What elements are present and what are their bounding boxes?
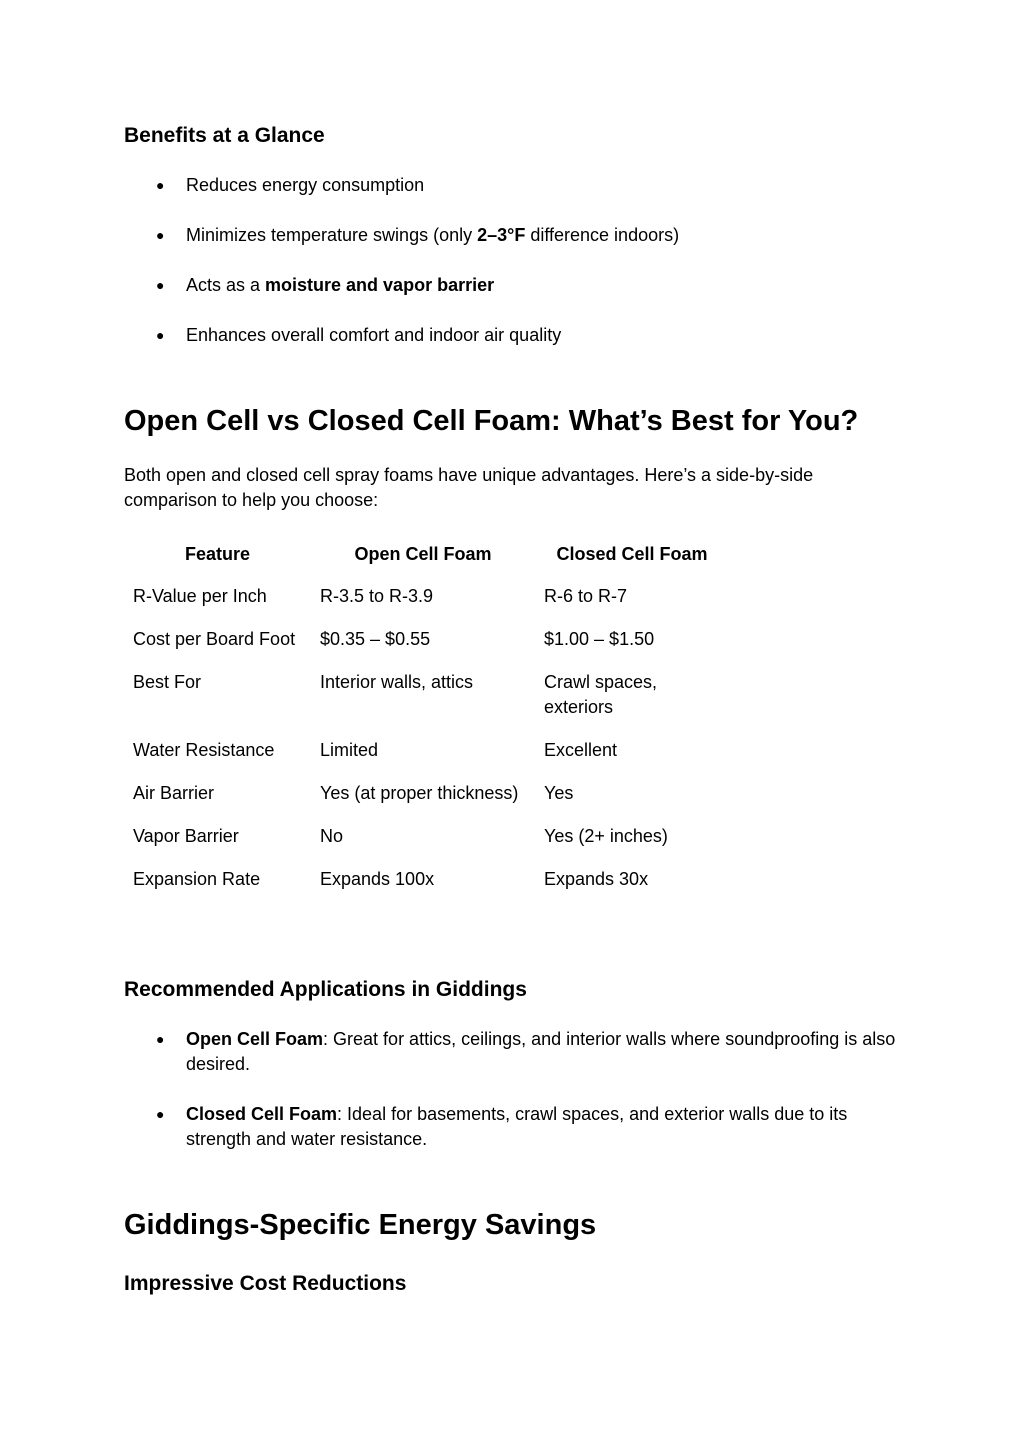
- list-item-text: Acts as a: [186, 275, 266, 295]
- table-cell: Expands 30x: [544, 869, 649, 889]
- table-cell: Water Resistance: [133, 740, 275, 760]
- column-header-feature: Feature: [184, 544, 251, 564]
- table-cell: Interior walls, attics: [320, 672, 474, 692]
- table-row: [124, 815, 729, 858]
- table-cell: $1.00 – $1.50: [544, 629, 655, 649]
- table-cell: Vapor Barrier: [133, 826, 239, 846]
- bullet-icon: ●: [156, 1031, 165, 1047]
- savings-heading: Giddings-Specific Energy Savings: [124, 1209, 597, 1241]
- list-item: [124, 1102, 904, 1152]
- table-row: [124, 772, 729, 815]
- table-cell: R-6 to R-7: [544, 586, 628, 606]
- table-cell: Air Barrier: [133, 783, 215, 803]
- table-header-row: [124, 537, 729, 575]
- list-item: [124, 173, 904, 198]
- list-item-bold: 2–3°F: [477, 225, 526, 245]
- list-item: [124, 273, 904, 298]
- table-cell: Expands 100x: [320, 869, 435, 889]
- table-cell: Yes: [544, 783, 574, 803]
- applications-list: [124, 1027, 904, 1152]
- table-cell: Limited: [320, 740, 379, 760]
- table-row: [124, 661, 729, 729]
- table-cell: Cost per Board Foot: [133, 629, 296, 649]
- comparison-intro: Both open and closed cell spray foams have unique advantages. Here’s a side-by-side comparison to help you choose:: [124, 465, 814, 510]
- column-header-open-cell: Open Cell Foam: [354, 544, 492, 564]
- comparison-table: [124, 537, 729, 901]
- comparison-heading: Open Cell vs Closed Cell Foam: What’s Best for You?: [124, 405, 859, 437]
- list-item-bold: Open Cell Foam: [186, 1029, 324, 1049]
- list-item-bold: moisture and vapor barrier: [265, 275, 495, 295]
- table-cell: R-Value per Inch: [133, 586, 267, 606]
- table-row: [124, 575, 729, 618]
- list-item-text: Minimizes temperature swings (only: [186, 225, 478, 245]
- savings-subheading: Impressive Cost Reductions: [124, 1272, 407, 1295]
- applications-heading: Recommended Applications in Giddings: [124, 978, 527, 1001]
- table-cell: No: [320, 826, 344, 846]
- list-item-text-after: difference indoors): [525, 225, 680, 245]
- table-cell: R-3.5 to R-3.9: [320, 586, 434, 606]
- list-item: [124, 223, 904, 248]
- list-item-text: Reduces energy consumption: [186, 175, 425, 195]
- table-row: [124, 729, 729, 772]
- bullet-icon: ●: [156, 227, 165, 243]
- bullet-icon: ●: [156, 177, 165, 193]
- table-cell: Yes (2+ inches): [544, 826, 668, 846]
- table-cell: Yes (at proper thickness): [320, 783, 519, 803]
- list-item-text: Enhances overall comfort and indoor air quality: [186, 325, 562, 345]
- list-item: [124, 1027, 904, 1077]
- bullet-icon: ●: [156, 1106, 165, 1122]
- table-cell: Excellent: [544, 740, 618, 760]
- benefits-heading: Benefits at a Glance: [124, 124, 325, 147]
- table-cell: Expansion Rate: [133, 869, 261, 889]
- benefits-list: [124, 173, 904, 348]
- table-cell: Crawl spaces, exteriors: [544, 672, 658, 717]
- column-header-closed-cell: Closed Cell Foam: [556, 544, 708, 564]
- list-item-text: : Great for attics, ceilings, and interior walls where soundproofing is also desired.: [186, 1029, 896, 1074]
- list-item: [124, 323, 904, 348]
- table-row: [124, 618, 729, 661]
- table-cell: $0.35 – $0.55: [320, 629, 431, 649]
- list-item-bold: Closed Cell Foam: [186, 1104, 338, 1124]
- list-item-text: : Ideal for basements, crawl spaces, and exterior walls due to its strength and water resistance.: [186, 1104, 848, 1149]
- bullet-icon: ●: [156, 327, 165, 343]
- table-row: [124, 858, 729, 901]
- table-cell: Best For: [133, 672, 202, 692]
- bullet-icon: ●: [156, 277, 165, 293]
